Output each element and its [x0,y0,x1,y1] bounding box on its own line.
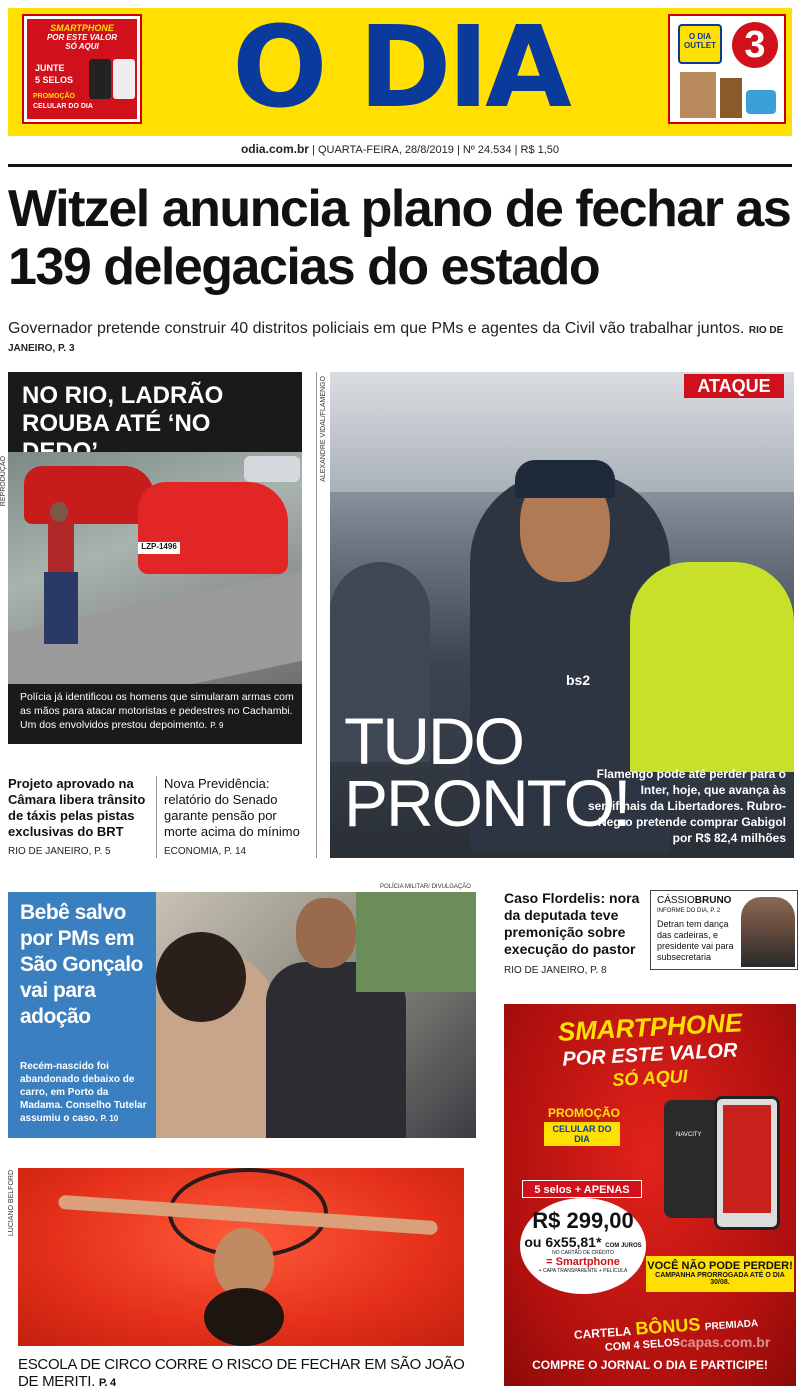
ad-campanha: CAMPANHA PRORROGADA ATÉ O DIA 30/08. [655,1272,785,1286]
promo-left-celular: CELULAR DO DIA [33,103,93,110]
lead-headline[interactable]: Witzel anuncia plano de fechar as 139 delegacias do estado [8,180,791,296]
columnist-text: Detran tem dança das cadeiras, e presidente vai para subsecretaria [657,919,734,962]
flamengo-credit: ALEXANDRE VIDAL/FLAMENGO [320,376,327,482]
ad-promocao: PROMOÇÃO [548,1106,620,1120]
columnist-first: CÁSSIO [657,895,695,906]
ad-juros: COM JUROS [605,1243,642,1249]
bebe-caption [20,1060,152,1125]
edition-number: Nº 24.534 [462,144,512,156]
columnist-box[interactable] [650,890,798,970]
ladrao-title[interactable]: NO RIO, LADRÃO ROUBA ATÉ ‘NO [22,382,224,437]
brief-taxi-title: Projeto aprovado na Câmara libera trânsito de táxis pelas pistas exclusivas do BRT [8,776,146,839]
brief-previdencia-ref: ECONOMIA, P. 14 [164,846,247,857]
caso-title: Caso Flordelis: nora da deputada teve premonição sobre execução do pastor [504,890,640,957]
outlet-number: 3 [732,22,778,68]
circo-page: P. 4 [98,1377,116,1389]
columnist-avatar [741,897,795,967]
brief-taxi[interactable] [8,776,150,860]
caso-story[interactable] [504,890,644,979]
phone-red-screen [723,1105,771,1213]
header-rule [8,164,792,167]
ad-nao-perder-box [646,1256,794,1292]
ad-installments [520,1234,646,1250]
officer-face [296,898,356,968]
ladrao-caption-text: Polícia já identificou os homens que simularam armas com as mãos para atacar motoristas e pedestres no Cachambi. Um dos envolvidos prestou depoimento. [20,691,294,731]
flamengo-headline-line1: TUDO [344,704,523,778]
promo-left-junte: JUNTE [35,63,65,73]
ad-extras: + CAPA TRANSPARENTE + PELÍCULA [538,1268,628,1274]
smartphone-ad[interactable] [504,1004,796,1386]
flamengo-caption: Flamengo pode até perder para o Inter, hoje, que avança às semifinais da Libertadores. Rubro-Negro pretende comprar Gabigol por R$ 82,4 milhões [587,767,786,845]
car-plate: LZP-1496 [138,542,180,554]
person-jeans [44,572,78,644]
player-cap [515,460,615,498]
knife-set-icon [680,72,716,118]
ataque-tag: ATAQUE [684,374,784,398]
ad-price: R$ 299,00 [532,1208,634,1233]
brief-taxi-ref: RIO DE JANEIRO, P. 5 [8,846,111,857]
promo-right-box[interactable] [668,14,786,124]
phone-red [714,1096,780,1230]
person-shirt [48,522,74,572]
ad-compre: COMPRE O JORNAL O DIA E PARTICIPE! [532,1358,768,1372]
ad-price-badge [520,1198,646,1294]
ad-premiada: PREMIADA [704,1318,759,1333]
column-divider [316,372,317,858]
columnist-last: BRUNO [694,895,732,906]
container-icon [746,90,776,114]
ad-cartela-b: BÔNUS [634,1314,701,1339]
ad-cartela-a: CARTELA [573,1324,632,1342]
phone-red-icon [113,59,135,99]
bebe-caption-text: Recém-nascido foi abandonado debaixo de carro, em Porto da Madama. Conselho Tutelar assumiu o caso. [20,1061,147,1124]
woman-left-hair [156,932,246,1022]
ad-smartphone: = Smartphone [546,1256,620,1268]
sponsor-logo: bs2 [566,672,591,688]
lead-ref: RIO DE JANEIRO, P. 3 [8,325,784,354]
bebe-title[interactable]: Bebê salvo por PMs em São Gonçalo vai para adoção [20,901,143,1028]
ad-line1: SMARTPHONE [557,1007,743,1047]
bebe-page: P. 10 [100,1114,119,1123]
watermark: capas.com.br [680,1334,771,1350]
site-url[interactable]: odia.com.br [240,142,309,156]
outlet-bag-icon: O DIA OUTLET [678,24,722,64]
ad-credit-note: NO CARTÃO DE CRÉDITO [552,1250,614,1256]
person-head [50,502,68,522]
ad-celular-logo: CELULAR DO DIA [544,1122,620,1146]
circo-caption[interactable] [18,1356,478,1390]
brief-previdencia-title: Nova Previdência: relatório do Senado garante pensão por morte acima do mínimo [164,776,300,839]
columnist-section: INFORME DO DIA, P. 2 [657,908,721,914]
bebe-photo [156,892,476,1138]
ladrao-page: P. 9 [210,721,224,730]
bebe-credit: POLÍCIA MILITAR/ DIVULGAÇÃO [380,884,471,890]
circo-credit: LUCIANO BELFORD [8,1170,15,1237]
lead-subhead-text: Governador pretende construir 40 distritos policiais em que PMs e agentes da Civil vão trabalhar juntos. [8,320,745,337]
girl-hair [204,1288,284,1346]
phone-dark-icon [89,59,111,99]
ad-selos: 5 selos + APENAS [522,1180,642,1198]
promo-left-box[interactable] [22,14,142,124]
background-plants [356,892,476,992]
brief-previdencia[interactable] [164,776,304,860]
ad-com-selos: COM 4 SELOS [604,1336,681,1354]
ad-installments-text: ou 6x55,81* [524,1234,602,1250]
promo-left-title: SMARTPHONE [50,23,114,33]
flamengo-headline[interactable] [344,704,630,840]
columnist-name [657,895,731,906]
promo-left-selos: 5 SELOS [35,75,74,85]
promo-left-title3: SÓ AQUI [65,42,99,51]
white-car [244,456,300,482]
promo-left-title2: POR ESTE VALOR [46,33,118,42]
ad-line2: POR ESTE VALOR [561,1039,739,1071]
date: QUARTA-FEIRA, 28/8/2019 [317,144,454,156]
ladrao-photo [8,452,302,684]
utensils-icon [720,78,742,118]
player-yellow [630,562,794,772]
ladrao-credit: REPRODUÇÃO [0,456,7,507]
caso-ref: RIO DE JANEIRO, P. 8 [504,965,607,976]
logo[interactable]: O DIA [232,3,568,133]
dateline: odia.com.br | QUARTA-FEIRA, 28/8/2019 | Nº 24.534 | R$ 1,50 [240,142,560,156]
ad-nao-perder: VOCÊ NÃO PODE PERDER! [647,1260,793,1272]
promo-left-promocao: PROMOÇÃO [33,93,75,100]
red-car-back [24,466,154,524]
phone-brand: NAVCITY [676,1132,702,1138]
ad-line3: SÓ AQUI [611,1066,689,1090]
lead-subhead [8,320,798,356]
circo-caption-text: ESCOLA DE CIRCO CORRE O RISCO DE FECHAR EM SÃO JOÃO DE MERITI. [18,1356,465,1390]
circo-photo [18,1168,464,1346]
brief-divider [156,776,157,858]
flamengo-headline-line2: PRONTO! [344,766,630,840]
price: R$ 1,50 [520,144,560,156]
red-car-front [138,482,288,574]
ladrao-caption [20,690,300,733]
